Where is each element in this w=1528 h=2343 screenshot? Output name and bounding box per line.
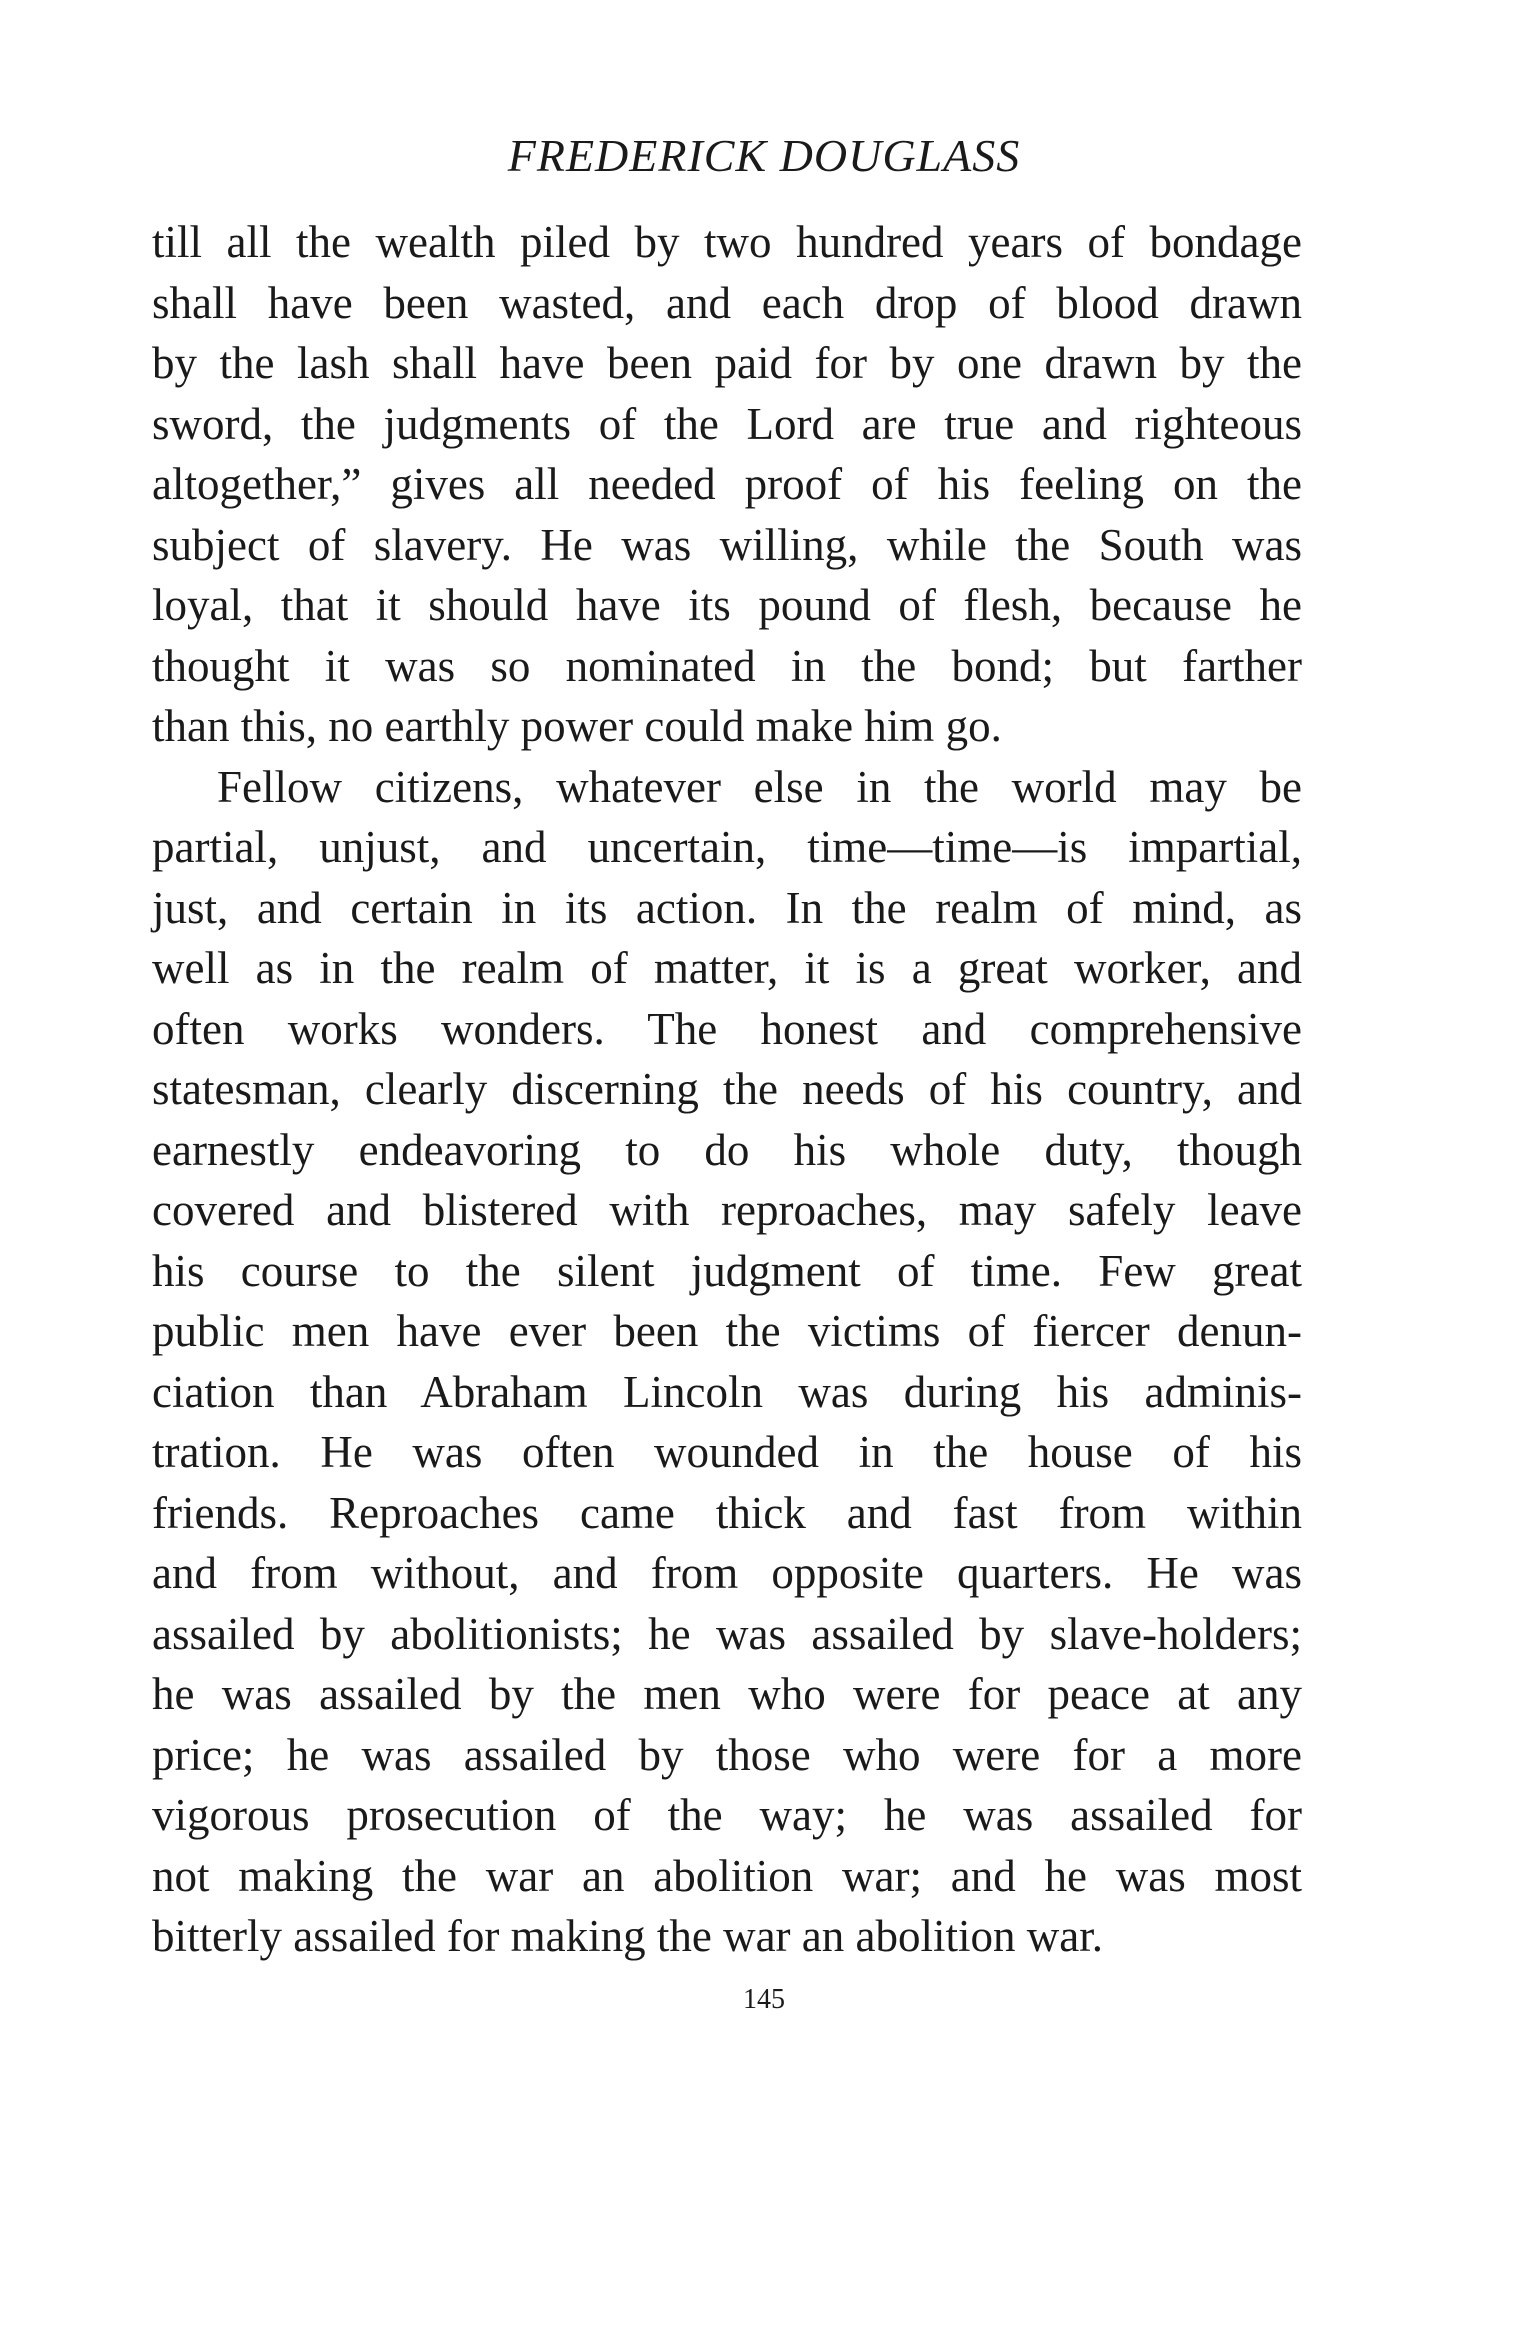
text-line: public men have ever been the victims of fiercer denun-	[152, 1306, 1302, 1356]
text-line: by the lash shall have been paid for by one drawn by the	[152, 338, 1302, 388]
text-line: just, and certain in its action. In the realm of mind, as	[152, 882, 1302, 933]
text-line: assailed by abolitionists; he was assailed by slave-holders;	[152, 1608, 1302, 1659]
text-line: price; he was assailed by those who were for a more	[152, 1729, 1302, 1780]
text-line: and from without, and from opposite quarters. He was	[152, 1548, 1302, 1598]
text-line: covered and blistered with reproaches, may safely leave	[152, 1185, 1302, 1235]
running-head: FREDERICK DOUGLASS	[507, 130, 1021, 181]
text-line: Fellow citizens, whatever else in the world may be	[217, 761, 1302, 812]
text-line: friends. Reproaches came thick and fast from within	[152, 1487, 1302, 1538]
text-line: partial, unjust, and uncertain, time—time—is impartial,	[152, 822, 1302, 872]
text-line: altogether,” gives all needed proof of his feeling on the	[152, 459, 1302, 509]
text-line: ciation than Abraham Lincoln was during his adminis-	[152, 1366, 1302, 1417]
text-line: subject of slavery. He was willing, while the South was	[152, 519, 1302, 570]
text-line: sword, the judgments of the Lord are true and righteous	[152, 398, 1302, 449]
text-line: often works wonders. The honest and comprehensive	[152, 1003, 1302, 1054]
text-line: than this, no earthly power could make him go.	[152, 701, 1002, 751]
text-line: till all the wealth piled by two hundred years of bondage	[152, 217, 1302, 267]
text-line: vigorous prosecution of the way; he was assailed for	[152, 1790, 1302, 1840]
body-text	[152, 212, 1302, 1967]
text-line: he was assailed by the men who were for peace at any	[152, 1669, 1302, 1719]
text-line: well as in the realm of matter, it is a great worker, and	[152, 943, 1302, 993]
page-number: 145	[743, 1984, 785, 2015]
text-line: tration. He was often wounded in the house of his	[152, 1427, 1302, 1477]
text-line: loyal, that it should have its pound of flesh, because he	[152, 580, 1302, 630]
text-line: thought it was so nominated in the bond; but farther	[152, 640, 1302, 691]
text-line: his course to the silent judgment of time. Few great	[152, 1245, 1302, 1296]
text-line: bitterly assailed for making the war an abolition war.	[152, 1911, 1103, 1961]
text-line: shall have been wasted, and each drop of blood drawn	[152, 277, 1302, 328]
text-line: not making the war an abolition war; and he was most	[152, 1850, 1302, 1901]
text-line: earnestly endeavoring to do his whole duty, though	[152, 1124, 1302, 1175]
text-line: statesman, clearly discerning the needs of his country, and	[152, 1064, 1302, 1114]
